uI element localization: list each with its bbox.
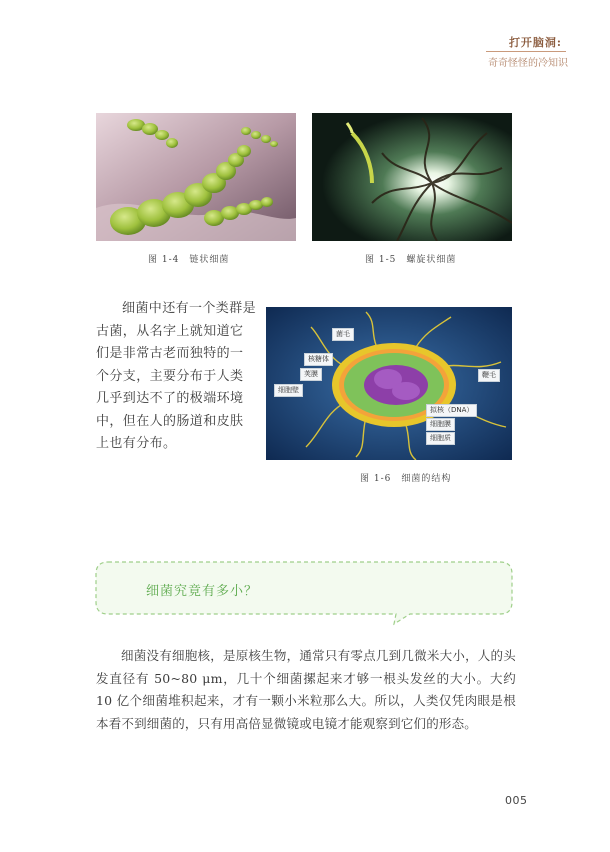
label-ribosome: 核糖体: [304, 353, 333, 366]
label-capsule: 荚膜: [300, 368, 322, 381]
archaea-paragraph: 细菌中还有一个类群是古菌，从名字上就知道它们是非常古老而独特的一个分支，主要分布于人类几乎到达不了的极端环境中，但在人的肠道和皮肤上也有分布。: [96, 301, 257, 451]
page-number: 005: [505, 794, 528, 807]
label-cytoplasm: 细胞质: [426, 432, 455, 445]
spiral-bacteria-photo: [312, 113, 512, 241]
figure-1-6-caption: 图 1-6 细菌的结构: [360, 474, 452, 484]
figure-1-5-caption: 图 1-5 螺旋状细菌: [365, 255, 457, 265]
label-pili: 菌毛: [332, 328, 354, 341]
header-divider: [486, 51, 566, 52]
label-cell-membrane: 细胞膜: [426, 418, 455, 431]
running-header-title: 打开脑洞:: [508, 36, 562, 49]
callout-title: 细菌究竟有多小？: [146, 584, 259, 599]
running-header-subtitle: 奇奇怪怪的冷知识: [488, 58, 568, 69]
bacteria-size-paragraph: 细菌没有细胞核，是原核生物，通常只有零点几到几微米大小，人的头发直径有 50~80 μm，几十个细菌摞起来才够一根头发丝的大小。大约 10 亿个细菌堆积起来，才有一颗小米粒那么大。所以，人类仅凭肉眼是根本看不到细菌的，只有用高倍显微镜或电镜才能观察到它们的形态。: [96, 648, 516, 731]
bacterium-structure-diagram: [266, 307, 512, 460]
chain-bacteria-photo: [96, 113, 296, 241]
label-nucleoid: 拟核（DNA）: [426, 404, 477, 417]
label-cell-wall: 细胞壁: [274, 384, 303, 397]
label-flagellum: 鞭毛: [478, 369, 500, 382]
figure-1-4-caption: 图 1-4 链状细菌: [148, 255, 230, 265]
